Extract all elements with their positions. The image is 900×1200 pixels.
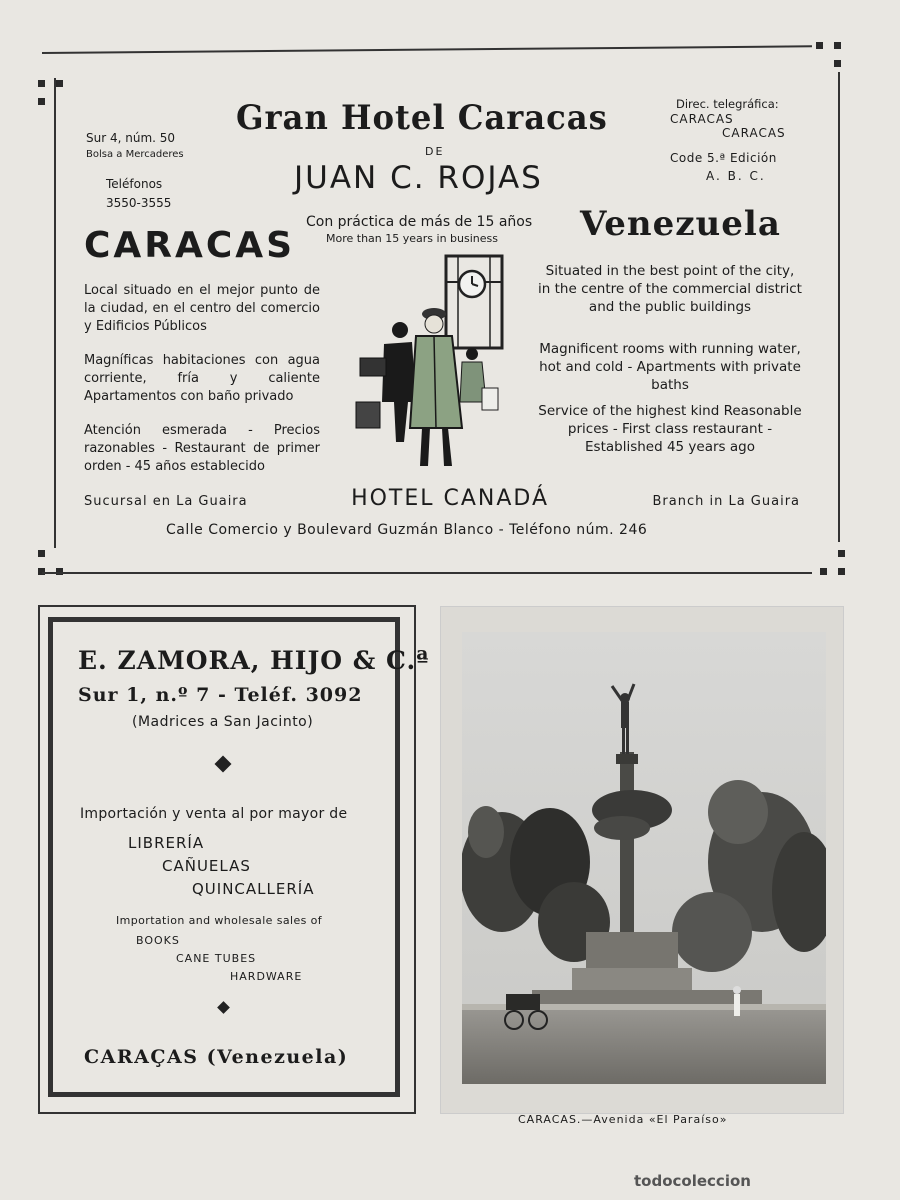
frame-rule-right <box>838 72 840 542</box>
hotel-practice-en: More than 15 years in business <box>326 232 498 245</box>
hotel-description-es-3: Atención esmerada - Precios razonables - Restaurant de primer orden - 45 años establecido <box>84 423 320 474</box>
hotel-city: CARACAS <box>84 225 296 266</box>
hotel-description-en-3: Service of the highest kind Reasonable prices - First class restaurant - Established 45 years ago <box>538 403 802 455</box>
corner-square <box>38 550 45 557</box>
hotel-country: Venezuela <box>580 204 781 244</box>
corner-square <box>38 80 45 87</box>
zamora-item-es: CAÑUELAS <box>162 857 251 875</box>
travellers-illustration <box>350 252 510 482</box>
corner-square <box>820 568 827 575</box>
hotel-description-en-2: Magnificent rooms with running water, hot and cold - Apartments with private baths <box>539 341 801 393</box>
telegraph-line1: CARACAS <box>670 112 734 126</box>
corner-square <box>38 98 45 105</box>
hotel-owner: JUAN C. ROJAS <box>294 160 543 196</box>
telegraph-code: Code 5.ª Edición <box>670 151 777 165</box>
zamora-item-es: LIBRERÍA <box>128 834 205 852</box>
zamora-subtitle: (Madrices a San Jacinto) <box>132 714 314 730</box>
zamora-import-es: Importación y venta al por mayor de <box>80 806 348 822</box>
hotel-phones: 3550-3555 <box>106 196 172 210</box>
hotel-de: DE <box>425 145 445 158</box>
zamora-city: CARAÇAS (Venezuela) <box>84 1046 349 1068</box>
branch-name: HOTEL CANADÁ <box>351 486 550 511</box>
zamora-items-es <box>128 832 314 901</box>
telegraph-code-abc: A. B. C. <box>706 169 766 183</box>
hotel-description-en-1: Situated in the best point of the city, in the centre of the commercial district and the public buildings <box>538 263 802 315</box>
telegraph-line2: CARACAS <box>722 126 786 140</box>
hotel-practice-es: Con práctica de más de 15 años <box>306 214 533 230</box>
branch-address: Calle Comercio y Boulevard Guzmán Blanco - Teléfono núm. 246 <box>166 522 648 538</box>
zamora-items-en <box>136 932 302 986</box>
avenida-el-paraiso-photo <box>462 632 826 1084</box>
corner-square <box>838 550 845 557</box>
hotel-phones-label: Teléfonos <box>106 177 163 191</box>
zamora-item-en: CANE TUBES <box>176 952 257 965</box>
hotel-address-line2: Bolsa a Mercaderes <box>86 149 184 160</box>
photo-caption: CARACAS.—Avenida «El Paraíso» <box>518 1113 728 1126</box>
hotel-address-line1: Sur 4, núm. 50 <box>86 131 176 145</box>
corner-square <box>834 60 841 67</box>
hotel-description-es-1: Local situado en el mejor punto de la ciudad, en el centro del comercio y Edificios Públicos <box>84 283 320 334</box>
frame-rule-left <box>54 78 56 548</box>
corner-square <box>834 42 841 49</box>
branch-en: Branch in La Guaira <box>652 494 800 509</box>
zamora-title: E. ZAMORA, HIJO & C.ª <box>78 646 430 675</box>
watermark: todocoleccion <box>634 1172 751 1190</box>
zamora-item-en: BOOKS <box>136 934 180 947</box>
zamora-address: Sur 1, n.º 7 - Teléf. 3092 <box>78 684 363 706</box>
frame-rule-bottom <box>42 572 812 574</box>
hotel-description-es-2: Magníficas habitaciones con agua corriente, fría y caliente Apartamentos con baño privado <box>84 353 320 404</box>
zamora-import-en: Importation and wholesale sales of <box>116 914 323 927</box>
frame-rule-top <box>42 45 812 54</box>
zamora-item-en: HARDWARE <box>230 970 303 983</box>
hotel-title: Gran Hotel Caracas <box>236 98 608 138</box>
zamora-item-es: QUINCALLERÍA <box>192 880 315 898</box>
corner-square <box>816 42 823 49</box>
branch-row <box>84 486 800 511</box>
corner-square <box>838 568 845 575</box>
corner-square <box>56 80 63 87</box>
telegraph-label: Direc. telegráfica: <box>676 97 779 111</box>
branch-es: Sucursal en La Guaira <box>84 494 248 509</box>
